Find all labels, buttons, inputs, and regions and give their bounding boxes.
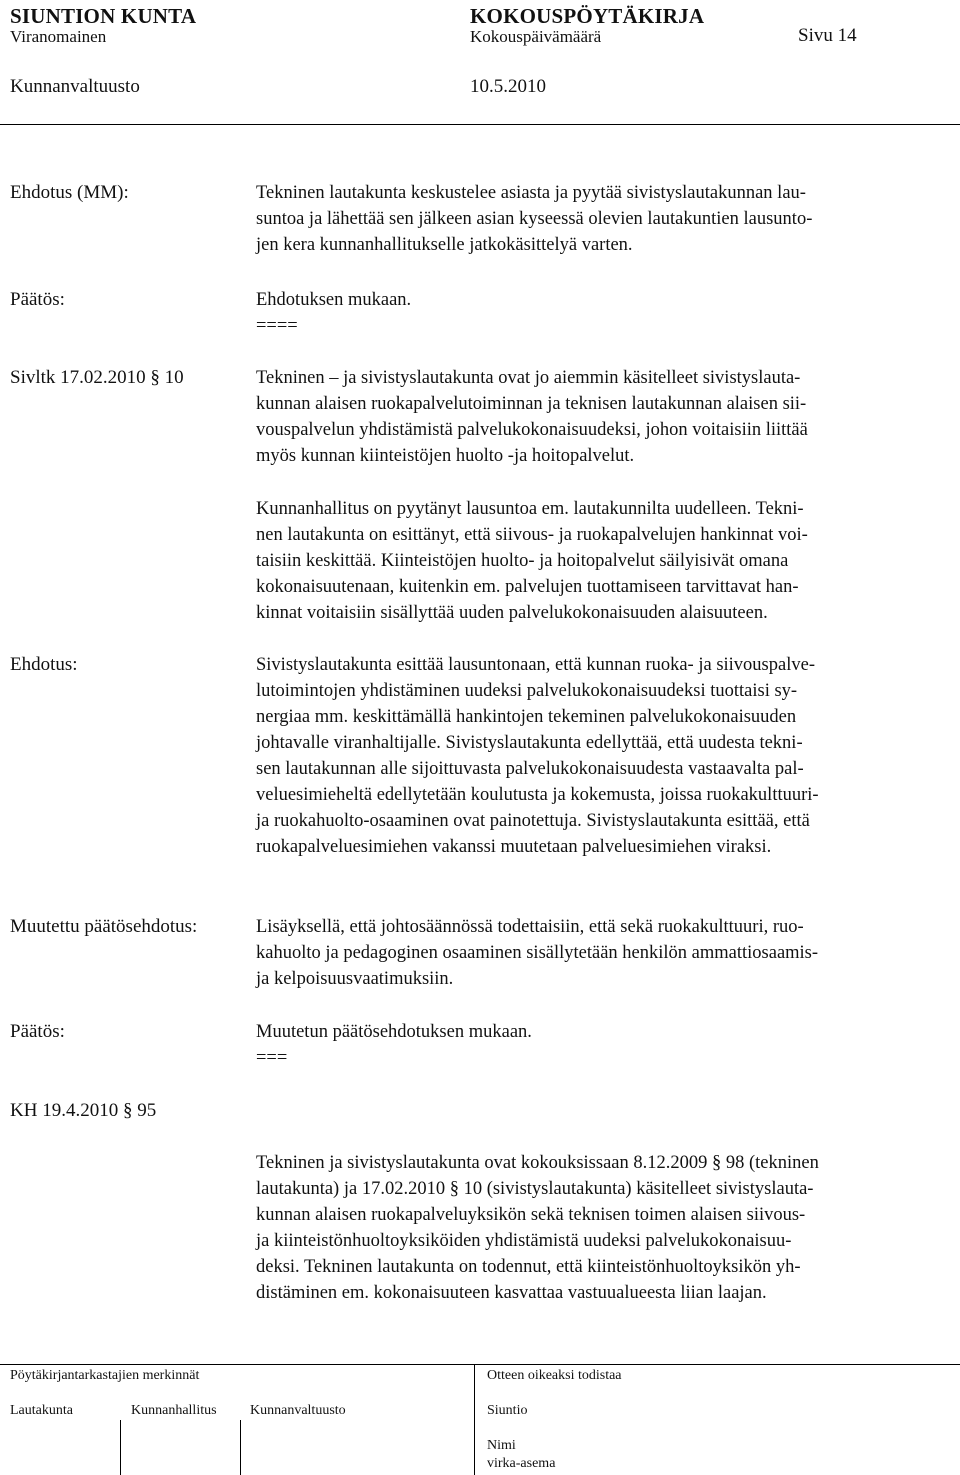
text-line: ruokapalveluesimiehen vakanssi muutetaan palveluesimiehen viraksi.: [256, 837, 772, 857]
footer-vertical-divider: [474, 1364, 475, 1475]
kh-request-text: [256, 496, 808, 626]
text-line: veluesimieheltä edellytetään koulutusta ja kokemusta, joissa ruokakulttuuri-: [256, 785, 819, 805]
org-name: SIUNTION KUNTA: [10, 4, 197, 28]
footer-col-divider-2: [240, 1420, 241, 1475]
col-kunnanhallitus: Kunnanhallitus: [131, 1403, 217, 1418]
text-line: kokonaisuutenaan, kuitenkin em. palvelujen tuottamiseen tarvittavat han-: [256, 577, 799, 597]
place-value: Siuntio: [487, 1403, 528, 1418]
ehdotus-label: Ehdotus:: [10, 654, 78, 675]
text-line: deksi. Tekninen lautakunta on todennut, että kiinteistönhuoltoyksikön yh-: [256, 1257, 801, 1277]
text-line: Kunnanhallitus on pyytänyt lausuntoa em. lautakunnilta uudelleen. Tekni-: [256, 499, 804, 519]
text-line: lautakunta) ja 17.02.2010 § 10 (sivistyslautakunta) käsitelleet sivistyslauta-: [256, 1179, 814, 1199]
decision-text: Ehdotuksen mukaan.: [256, 290, 412, 310]
title-label: virka-asema: [487, 1456, 556, 1471]
date-label: Kokouspäivämäärä: [470, 27, 602, 46]
header-divider: [0, 124, 960, 125]
authority-value: Kunnanvaltuusto: [10, 76, 140, 97]
text-line: Tekninen – ja sivistyslautakunta ovat jo aiemmin käsitelleet sivistyslauta-: [256, 368, 801, 388]
text-line: Tekninen lautakunta keskustelee asiasta ja pyytää sivistyslautakunnan lau-: [256, 183, 806, 203]
page-number: Sivu 14: [798, 25, 857, 46]
authority-label: Viranomainen: [10, 27, 107, 46]
text-line: ja ruokahuolto-osaaminen ovat painotettuja. Sivistyslautakunta esittää, että: [256, 811, 810, 831]
footer-col-divider-1: [120, 1420, 121, 1475]
muutettu-label: Muutettu päätösehdotus:: [10, 916, 198, 937]
text-line: myös kunnan kiinteistöjen huolto -ja hoitopalvelut.: [256, 446, 635, 466]
name-label: Nimi: [487, 1438, 516, 1453]
text-line: nergiaa mm. keskittämällä hankintojen tekeminen palvelukokonaisuuden: [256, 707, 797, 727]
decision-separator: ===: [256, 1048, 288, 1068]
text-line: jen kera kunnanhallitukselle jatkokäsittelyä varten.: [256, 235, 633, 255]
kh-reference: KH 19.4.2010 § 95: [10, 1100, 157, 1121]
meeting-date: 10.5.2010: [470, 76, 546, 97]
sivltk-reference: Sivltk 17.02.2010 § 10: [10, 367, 184, 388]
decision-separator: ====: [256, 316, 298, 336]
text-line: suntoa ja lähettää sen jälkeen asian kyseessä olevien lautakuntien lausunto-: [256, 209, 813, 229]
sivltk-text: [256, 365, 808, 469]
text-line: distäminen em. kokonaisuuteen kasvattaa vastuualueesta liian laajan.: [256, 1283, 767, 1303]
ehdotus-text: [256, 652, 819, 860]
text-line: taisiin keskittää. Kiinteistöjen huolto- ja hoitopalvelut säilyisivät omana: [256, 551, 789, 571]
text-line: johtavalle viranhaltijalle. Sivistyslautakunta edellyttää, että uudesta tekni-: [256, 733, 803, 753]
reviewers-label: Pöytäkirjantarkastajien merkinnät: [10, 1368, 200, 1383]
col-lautakunta: Lautakunta: [10, 1403, 73, 1418]
text-line: kunnan alaisen ruokapalvelutoiminnan ja teknisen lautakunnan alaisen sii-: [256, 394, 807, 414]
text-line: Sivistyslautakunta esittää lausuntonaan, että kunnan ruoka- ja siivouspalve-: [256, 655, 815, 675]
document-type: KOKOUSPÖYTÄKIRJA: [470, 4, 705, 28]
text-line: sen lautakunnan alle sijoittuvasta palvelukokonaisuudesta vastaavalta pal-: [256, 759, 804, 779]
text-line: nen lautakunta on esittänyt, että siivous- ja ruokapalvelujen hankinnat voi-: [256, 525, 808, 545]
text-line: kunnan alaisen ruokapalveluyksikön sekä teknisen toimen alaisen siivous-: [256, 1205, 806, 1225]
paatos2-label: Päätös:: [10, 1021, 65, 1042]
certified-label: Otteen oikeaksi todistaa: [487, 1368, 622, 1383]
text-line: Tekninen ja sivistyslautakunta ovat kokouksissaan 8.12.2009 § 98 (tekninen: [256, 1153, 819, 1173]
text-line: ja kiinteistönhuoltoyksiköiden yhdistämistä uudeksi palvelukokonaisuu-: [256, 1231, 792, 1251]
paatos-text: [256, 287, 411, 339]
text-line: Lisäyksellä, että johtosäännössä todettaisiin, että sekä ruokakulttuuri, ruo-: [256, 917, 804, 937]
paatos2-text: [256, 1019, 532, 1071]
muutettu-text: [256, 914, 818, 992]
text-line: kinnat voitaisiin sisällyttää uuden palvelukokonaisuuden alaisuuteen.: [256, 603, 768, 623]
text-line: lutoimintojen yhdistäminen uudeksi palvelukokonaisuudeksi tuottaisi sy-: [256, 681, 798, 701]
col-kunnanvaltuusto: Kunnanvaltuusto: [250, 1403, 346, 1418]
text-line: ja kelpoisuusvaatimuksiin.: [256, 969, 454, 989]
text-line: kahuolto ja pedagoginen osaaminen sisällytetään henkilön ammattiosaamis-: [256, 943, 819, 963]
decision-text: Muutetun päätösehdotuksen mukaan.: [256, 1022, 532, 1042]
ehdotus-mm-label: Ehdotus (MM):: [10, 182, 129, 203]
text-line: vouspalvelun yhdistämistä palvelukokonaisuudeksi, johon voitaisiin liittää: [256, 420, 808, 440]
footer-top-rule: [0, 1364, 960, 1365]
ehdotus-mm-text: [256, 180, 812, 258]
paatos-label: Päätös:: [10, 289, 65, 310]
kh-text: [256, 1150, 819, 1306]
